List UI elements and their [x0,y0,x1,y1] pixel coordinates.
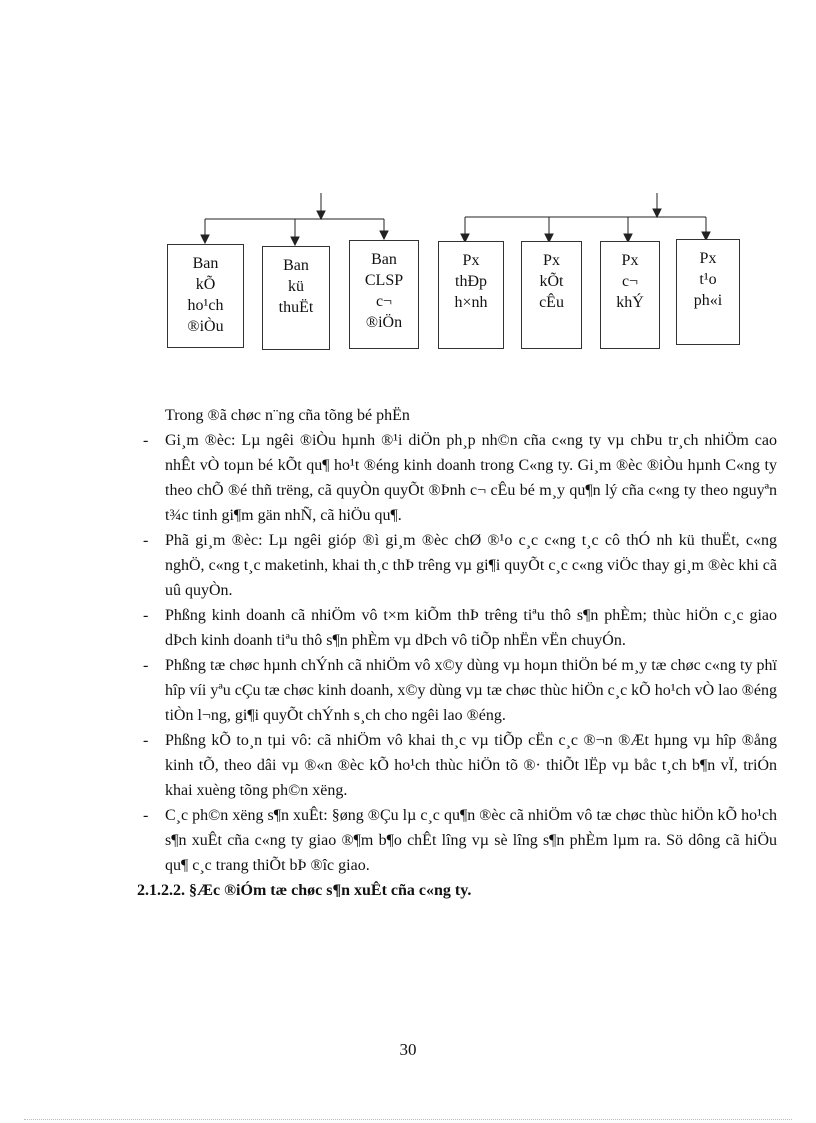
org-box-quality [349,240,419,349]
bullet-deputy-director [137,528,777,603]
bullet-text: Gi¸m ®èc: Lµ ngêi ®iÒu hµnh ®¹i diÖn ph¸p nh©n cña c«ng ty vµ chÞu tr¸ch nhiÖm cao nhÊt vÒ toµn bé kÕt qu¶ ho¹t ®éng kinh doanh trong C«ng ty. Gi¸m ®èc ®iÒu hµnh C«ng ty theo chÕ ®é thñ trëng, cã quyÒn quyÕt ®Þnh c¬ cÊu bé m¸y qu¶n lý cña c«ng ty theo nguyªn t¾c tinh gi¶m gän nhÑ, cã hiÖu qu¶. [165,432,777,524]
org-box-line: thuËt [278,299,314,316]
org-box-line: Ban [192,255,219,272]
org-box-line: Px [462,252,480,269]
org-box-line: kÕt [539,273,564,290]
left-drop-2-head [291,237,299,245]
org-box-technical [262,246,330,350]
left-drop-3-head [380,231,388,239]
org-box-line: c¬ [375,293,393,310]
left-drop-1-head [201,235,209,243]
org-box-line: kÕ [195,276,216,293]
org-box-line: ho¹ch [187,297,224,314]
org-box-line: Px [621,252,639,269]
intro-line: Trong ®ã chøc n¨ng cña tõng bé phËn [165,407,410,424]
page-number: 30 [399,1040,417,1059]
bullet-admin-dept [137,653,777,728]
org-box-line: Px [543,252,560,269]
bullet-text: Phßng kÕ to¸n tµi vô: cã nhiÖm vô khai th¸c vµ tiÕp cËn c¸c ®¬n ®Æt hµng vµ hîp ®ång kinh tÕ, theo dâi vµ ®«n ®èc kÕ ho¹ch thùc hiÖn tõ ®· thiÕt lËp vµ båc t¸ch b¶n vÏ, triÓn khai xuèng tõng ph©n xëng. [165,732,777,799]
bullet-text: Phßng tæ chøc hµnh chÝnh cã nhiÖm vô x©y dùng vµ hoµn thiÖn bé m¸y tæ chøc c«ng ty phï hîp víi yªu cÇu tæ chøc kinh doanh, x©y dùng vµ tæ chøc thùc hiÖn c¸c kÕ ho¹ch vÒ lao ®éng tiÒn l¬ng, gi¶i quyÕt chÝnh s¸ch cho ngêi lao ®éng. [165,657,777,724]
footer-rule [24,1119,792,1120]
org-box-line: CLSP [364,272,404,289]
bullet-workshops [137,803,777,878]
bullet-dash: - [143,732,149,749]
bullet-business-dept [137,603,777,653]
org-box-planning [167,244,244,348]
org-box-line: ®iÒu [187,318,224,335]
org-box-line: thÐp [455,273,487,290]
org-box-line: khÝ [616,294,644,311]
bullet-finance-dept [137,728,777,803]
org-box-line: kü [288,278,304,295]
bullet-dash: - [143,807,149,824]
org-box-line: c¬ [621,273,639,290]
org-box-workshop-blank [676,239,740,345]
org-box-workshop-structure [521,241,582,349]
org-box-workshop-steel [438,241,504,349]
bullet-dash: - [143,532,149,549]
bullet-dash: - [143,607,149,624]
org-box-line: cÊu [539,294,564,311]
section-heading: 2.1.2.2. §Æc ®iÓm tæ chøc s¶n xuÊt cña c«ng ty. [137,882,472,899]
org-box-line: Ban [283,257,309,274]
bullet-director [137,428,777,528]
org-box-line: ®iÖn [365,314,403,331]
bullet-text: Phßng kinh doanh cã nhiÖm vô t×m kiÕm thÞ trêng tiªu thô s¶n phÈm; thùc hiÖn c¸c giao dÞch kinh doanh tiªu thô s¶n phÈm vµ dÞch vô tiÕp nhËn vËn chuyÓn. [165,607,777,649]
bullet-text: C¸c ph©n xëng s¶n xuÊt: §øng ®Çu lµ c¸c qu¶n ®èc cã nhiÖm vô tæ chøc thùc hiÖn kÕ ho¹ch s¶n xuÊt cña c«ng ty giao ®¶m b¶o chÊt lîng vµ sè lîng s¶n phÈm lµm ra. Sö dông cã hiÖu qu¶ c¸c trang thiÕt bÞ ®îc giao. [165,807,777,874]
bullet-dash: - [143,432,149,449]
org-box-line: h×nh [454,294,488,311]
body-text [137,403,777,903]
org-box-line: Ban [371,251,397,268]
bullet-dash: - [143,657,149,674]
org-box-line: ph«i [693,292,723,309]
org-box-line: t¹o [699,271,717,288]
top-arrow-left-head [317,211,325,219]
top-arrow-right-head [653,209,661,217]
org-box-line: Px [699,250,717,267]
org-box-workshop-mechanical [600,241,660,349]
bullet-text: Phã gi¸m ®èc: Lµ ngêi gióp ®ì gi¸m ®èc chØ ®¹o c¸c c«ng t¸c cô thÓ nh kü thuËt, c«ng nghÖ, c«ng t¸c maketinh, khai th¸c thÞ trêng vµ gi¶i quyÕt c¸c c«ng viÖc thay gi¸m ®èc khi cã uû quyÒn. [165,532,777,599]
